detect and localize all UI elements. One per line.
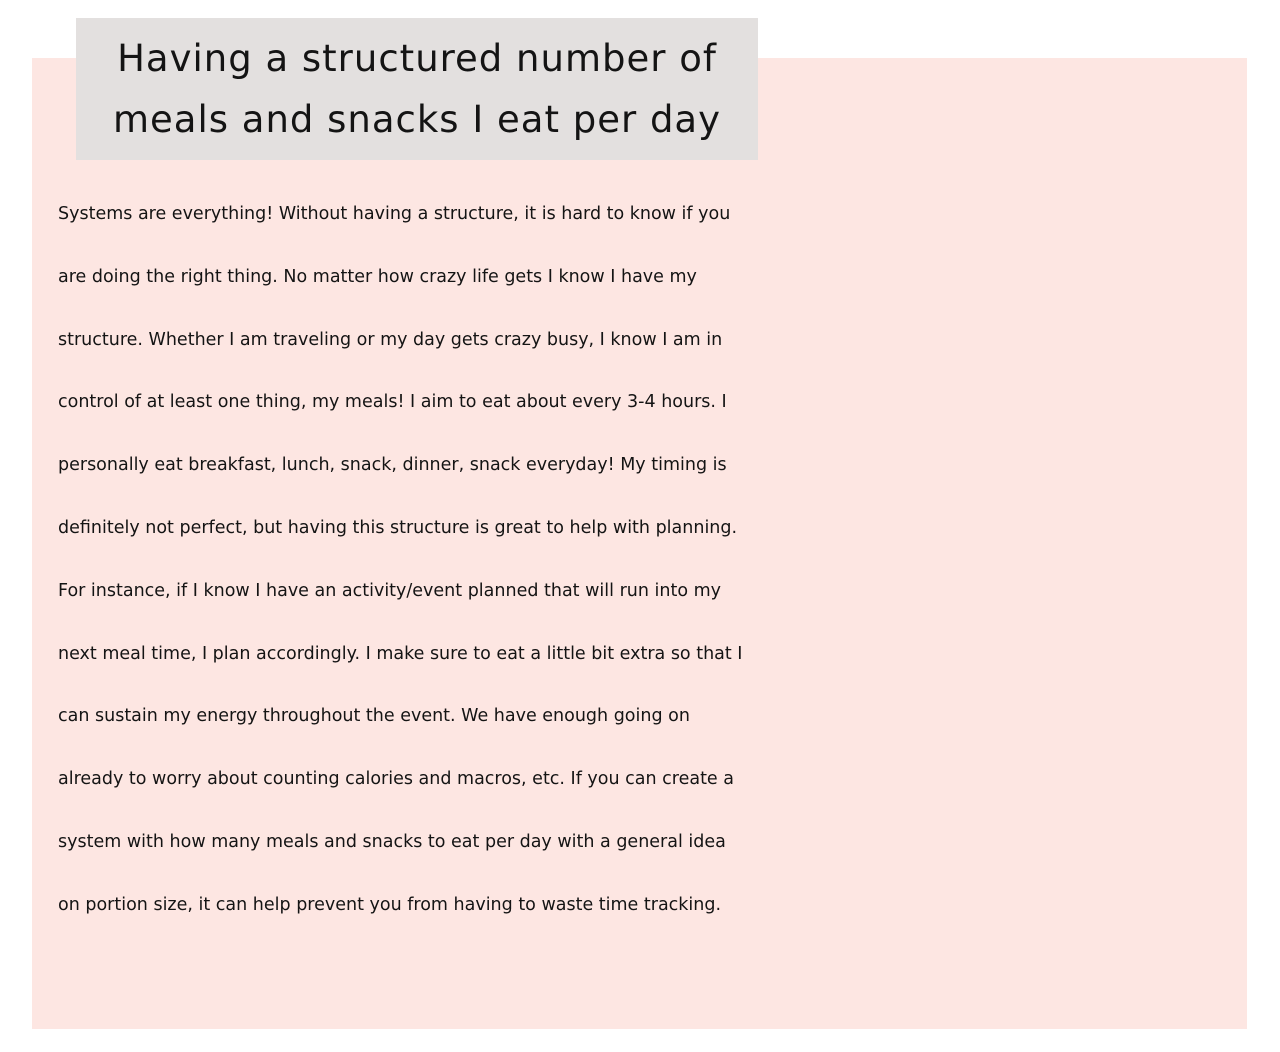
- body-line-3: structure. Whether I am traveling or my day gets crazy busy, I know I am in: [58, 329, 723, 350]
- body-line-4: control of at least one thing, my meals! I aim to eat about every 3-4 hours. I: [58, 392, 727, 413]
- body-line-5: personally eat breakfast, lunch, snack, dinner, snack everyday! My timing is: [58, 455, 727, 476]
- body-paragraph: [58, 183, 1248, 937]
- title-banner: [76, 18, 758, 160]
- title-line-2: meals and snacks I eat per day: [112, 98, 722, 141]
- title-line-1: Having a structured number of: [117, 37, 717, 80]
- body-line-8: next meal time, I plan accordingly. I make sure to eat a little bit extra so that I: [58, 643, 743, 664]
- body-line-7: For instance, if I know I have an activity/event planned that will run into my: [58, 580, 722, 601]
- body-line-11: system with how many meals and snacks to eat per day with a general idea: [58, 831, 726, 852]
- body-line-6: definitely not perfect, but having this structure is great to help with planning.: [58, 517, 738, 538]
- page-title: [113, 28, 721, 150]
- body-line-1: Systems are everything! Without having a structure, it is hard to know if you: [58, 204, 731, 224]
- body-line-2: are doing the right thing. No matter how crazy life gets I know I have my: [58, 266, 697, 287]
- body-line-10: already to worry about counting calories and macros, etc. If you can create a: [58, 769, 734, 790]
- body-line-12: on portion size, it can help prevent you from having to waste time tracking.: [58, 894, 722, 915]
- body-line-9: can sustain my energy throughout the event. We have enough going on: [58, 706, 690, 727]
